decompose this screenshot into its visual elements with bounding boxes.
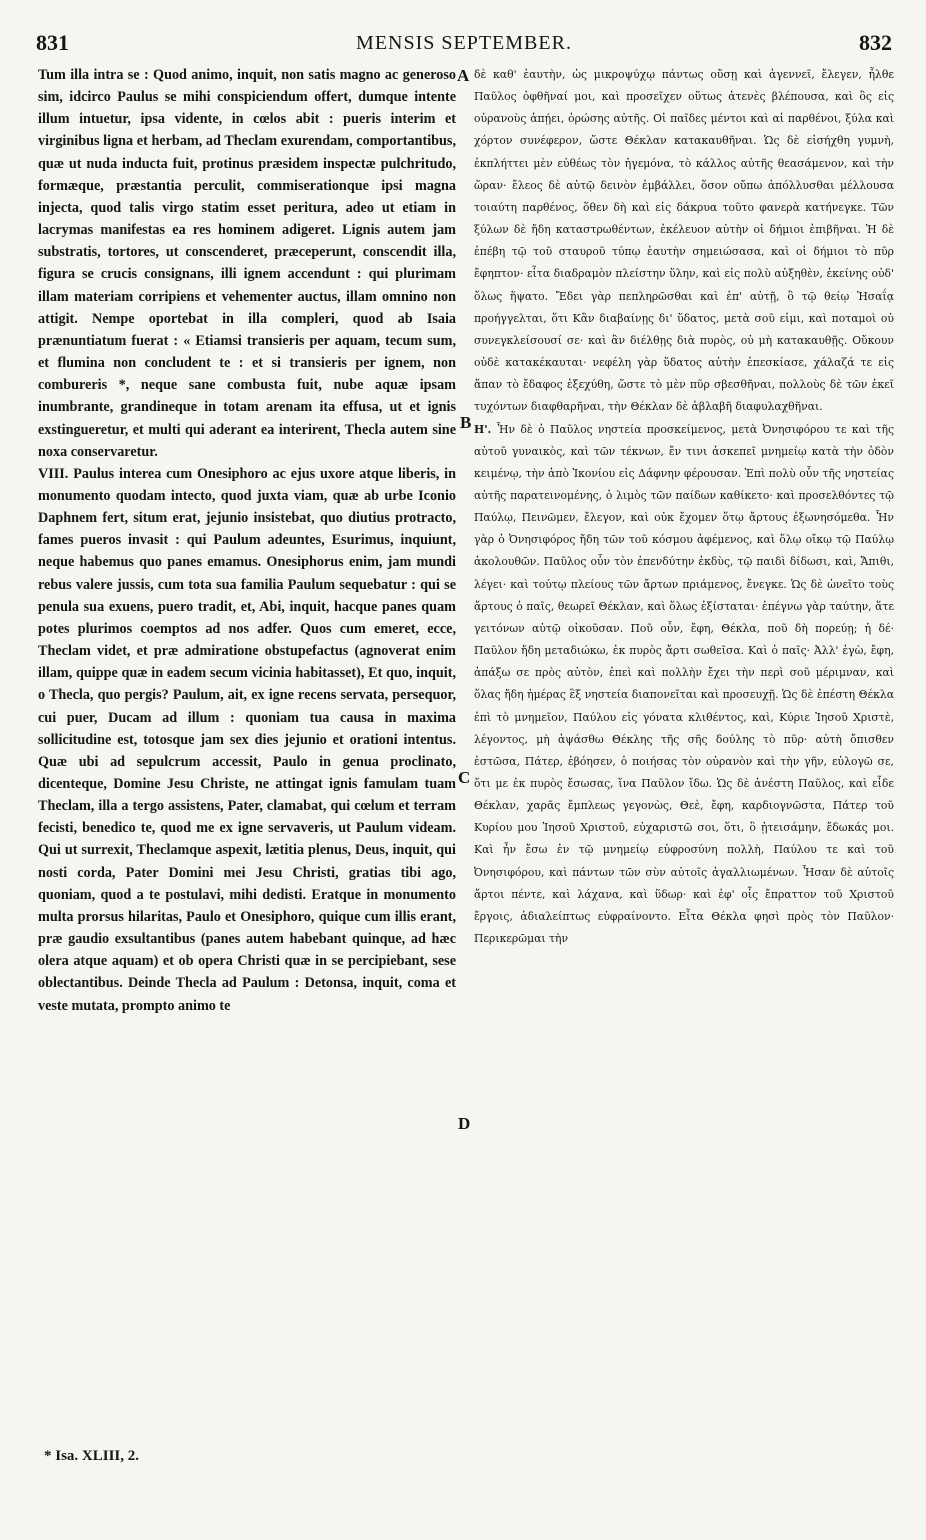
- running-title: MENSIS SEPTEMBER.: [356, 32, 572, 54]
- latin-section-number: VIII.: [38, 465, 69, 482]
- margin-marker-a: A: [457, 66, 470, 85]
- page-header: [36, 30, 892, 60]
- latin-column: [38, 64, 456, 1444]
- greek-paragraph-2-text: Ἦν δὲ ὁ Παῦλος νηστεία προσκείμενος, μετὰ Ὀνησιφόρου τε καὶ τῆς αὐτοῦ γυναικὸς, καὶ τῶν τέκνων, ἔν τινι ἀσκεπεῖ μνημείῳ κατὰ τὴν ὁδὸν κειμένῳ, τὴν ἀπὸ Ἰκονίου εἰς Δάφνην φέρουσαν. Ἐπὶ πολὺ οὖν τῆς νηστείας αὐτῆς παρατεινομένης, ὁ λιμὸς τῶν παίδων καθίκετο· καὶ προσελθόντες τῷ Παύλῳ, Πεινῶμεν, ἔλεγον, καὶ οὐκ ἔχομεν ὅτῳ ἄρτους ἐξωνησόμεθα. Ἦν γὰρ ὁ Ὀνησιφόρος ἤδη τῶν τοῦ κόσμου ἀφέμενος, καὶ ὅλῳ οἴκῳ τῷ Παύλῳ ἀκολουθῶν. Παῦλος οὖν τὸν ἐπενδύτην ἐκδὺς, τῷ παιδὶ δίδωσι, καὶ, Ἄπιθι, λέγει· καὶ τούτῳ πλείους τῶν ἄρτων πριάμενος, ἔνεγκε. Ὡς δὲ ὠνεῖτο τοὺς ἄρτους ὁ παῖς, θεωρεῖ Θέκλαν, καὶ ὅλως ἐξίσταται· ἐπέγνω γὰρ ταύτην, ἅτε γειτόνων αὐτῷ οἰκοῦσαν. Ποῦ οὖν, ἔφη, Θέκλα, ποῦ δὴ πορεύῃ; ἡ δέ· Παῦλον ἤδη μεταδιώκω, ἐκ πυρὸς ἄρτι σωθεῖσα. Καὶ ὁ παῖς· Ἀλλ' ἐγὼ, ἔφη, ἀπάξω σε πρὸς αὐτὸν, ἐπεὶ καὶ πολλὴν ἔχει τὴν περὶ σοῦ μέριμναν, καὶ ὅλας ἤδη ἡμέρας ἓξ νηστεία διαπονεῖται καὶ προσευχῇ. Ὡς δὲ ἐπέστη Θέκλα ἐπὶ τὸ μνημεῖον, Παύλου εἰς γόνατα κλιθέντος, καὶ, Κύριε Ἰησοῦ Χριστὲ, λέγοντος, μὴ ἁψάσθω Θέκλης τῆς σῆς δούλης τὸ πῦρ· αὐτὴ ὄπισθεν ἑστῶσα, Πάτερ, ἐβόησεν, ὁ ποιήσας τὸν οὐρανὸν καὶ τὴν γῆν, εὐλογῶ σε, ὅτι με ἐκ πυρὸς ἔσωσας, ἵνα Παῦλον ἴδω. Ὡς δὲ ἀνέστη Παῦλος, καὶ εἶδε Θέκλαν, χαρᾶς ἔμπλεως γεγονὼς, Θεὲ, ἔφη, καρδιογνῶστα, Πάτερ τοῦ Κυρίου μου Ἰησοῦ Χριστοῦ, εὐχαριστῶ σοι, ὅτι, ὃ ᾐτεισάμην, ἔδωκάς μοι. Καὶ ἦν ἔσω ἐν τῷ μνημείῳ εὐφροσύνη πολλὴ, Παύλου τε καὶ τοῦ Ὀνησιφόρου, καὶ πάντων τῶν σὺν αὐτοῖς ἀγαλλιωμένων. Ἦσαν δὲ αὐτοῖς ἄρτοι πέντε, καὶ λάχανα, καὶ ὕδωρ· καὶ ἐφ' οἷς ἔπραττον τοῦ Χριστοῦ ἔργοις, ἀδιαλείπτως εὐφραίνοντο. Εἶτα Θέκλα φησὶ πρὸς τὸν Παῦλον· Περικερῶμαι τὴν: [474, 422, 894, 946]
- margin-marker-c: C: [458, 768, 471, 787]
- footnote: * Isa. XLIII, 2.: [44, 1448, 140, 1464]
- margin-marker-d: D: [458, 1114, 471, 1133]
- page-number-right: 832: [859, 30, 892, 55]
- page-number-left: 831: [36, 30, 69, 55]
- latin-paragraph-1: Tum illa intra se : Quod animo, inquit, non satis magno ac generoso sim, idcirco Paulus se mihi conspiciendum offert, dumque intente illum intuetur, ipsa vidente, in cœlos abit : pueris interim et virginibus ligna et herbam, ad Theclam exurendam, comportantibus, quæ ut nuda inducta fuit, protinus præsidem inspectæ pulchritudo, formæque, præstantia perculit, commiserationque ipsi magna injecta, quod talis virgo statim esset peritura, adeo ut etiam in lacrymas manifestas ea res hominem adigeret. Lignis autem jam substratis, tortores, ut conscenderet, præceperunt, conscendit illa, figura se crucis consignans, illi ignem accendunt : qui plurimam illam materiam corripiens et vehementer auctus, illam omnino non attigit. Nempe oportebat in illa compleri, quod ab Isaia prænuntiatum fuerat : « Etiamsi transieris per aquam, tecum sum, et flumina non concludent te : et si transieris per ignem, non combureris *, neque sane combusta fuit, nube aquæ ipsam inumbrante, grandineque in totam arenam ita effusa, ut et ignis exstingueretur, et multi qui aderant ea interirent, Thecla autem sine noxa conservaretur.: [38, 67, 456, 460]
- greek-section-number: Η'.: [474, 422, 492, 436]
- latin-paragraph-2-text: Paulus interea cum Onesiphoro ac ejus uxore atque liberis, in monumento quodam intecto, quod juxta viam, quæ ab urbe Iconio Daphnem fert, situm erat, jejunio insistebat, quo diutius protracto, fames pueros invasit : qui Paulum adeuntes, Esurimus, inquiunt, neque habemus quo panes emamus. Onesiphorus enim, jam mundi rebus valere jussis, cum tota sua familia Paulum sequebatur : qui se penula sua exuens, puero tradit, et, Abi, inquit, hacque panes quam potes plurimos coemptos ad nos adfer. Quos cum emeret, ecce, Theclam videt, et præ admiratione obstupefactus (agnoverat enim illam, quippe quæ in eadem secum vicinia habitasset), Et quo, inquit, o Thecla, quo pergis? Paulum, ait, ex igne recens servata, persequor, cui puer, Ducam ad illum : quoniam tua causa in maxima sollicitudine est, totosque jam sex dies jejunio et orationi intentus. Quæ ubi ad sepulcrum accessit, Paulo in genua proclinato, dicenteque, Domine Jesu Christe, ne attingat ignis famulam tuam Theclam, illa a tergo assistens, Pater, clamabat, qui cœlum et terram fecisti, benedico te, quod me ex igne servaveris, ut Paulum videam. Qui ut surrexit, Theclamque aspexit, lætitia plenus, Deus, inquit, qui nosti corda, Pater Domini mei Jesu Christi, gratias tibi ago, quoniam, quod a te postulavi, mihi dedisti. Eratque in monumento multa prorsus hilaritas, Paulo et Onesiphoro, quique cum illis erant, præ gaudio exsultantibus (panes autem habebant quinque, ad hæc olera atque aquam) et ob opera Christi quæ in se percipiebant, sese oblectantibus. Deinde Thecla ad Paulum : Detonsa, inquit, coma et veste mutata, prompto animo te: [38, 465, 456, 1014]
- greek-column: [474, 64, 894, 1444]
- greek-paragraph-1: δὲ καθ' ἑαυτὴν, ὡς μικροψύχῳ πάντως οὔσῃ καὶ ἀγεννεῖ, ἔλεγεν, ἦλθε Παῦλος ὀφθῆναί μοι, καὶ προσεῖχεν οὕτως ἀτενὲς βλέπουσα, καὶ ὃς εἰς οὐρανοὺς ἀπῄει, ὁρώσης αὐτῆς. Οἱ παῖδες μέντοι καὶ αἱ παρθένοι, ξύλα καὶ χόρτον συνέφερον, ὥστε Θέκλαν κατακαυθῆναι. Ὡς δὲ εἰσήχθη γυμνὴ, ἐκπλήττει μὲν εὐθέως τὸν ἡγεμόνα, τὸ κάλλος αὐτῆς θεασάμενον, καὶ τὴν ὥραν· ἔλεος δὲ αὐτῷ δεινὸν ἐμβάλλει, ὅσον οὔπω ἀπόλλυσθαι μέλλουσα τοιαύτη παρθένος, ὅθεν δὴ καὶ εἰς δάκρυα τοῦτο φανερὰ κατήνεγκε. Τῶν ξύλων δὲ ἤδη καταστρωθέντων, ἐκέλευον αὐτὴν οἱ δήμιοι ἐπιβῆναι. Ἡ δὲ ἐπέβη τῷ τοῦ σταυροῦ τύπῳ ἑαυτὴν σημειώσασα, καὶ οἱ δήμιοι τὸ πῦρ ἔφηπτον· εἶτα διαδραμὸν πλείστην ὕλην, καὶ εἰς πολὺ αὐξηθὲν, ἐκείνης οὐδ' ὅλως ἥψατο. Ἔδει γὰρ πεπληρῶσθαι καὶ ἐπ' αὐτῇ, ὃ τῷ θείῳ Ἡσαΐᾳ προήγγελται, ὅτι Κἂν διαβαίνῃς δι' ὕδατος, μετὰ σοῦ εἰμι, καὶ ποταμοὶ οὐ συνεγκλείσουσί σε· καὶ ἂν διέλθῃς διὰ πυρὸς, οὐ μὴ κατακαυθῇς. Οὔκουν οὐδὲ κατακέκαυται· νεφέλη γὰρ ὕδατος αὐτὴν ἐπεσκίασε, χάλαζά τε εἰς ἅπαν τὸ ἔδαφος ἐξεχύθη, ὥστε τὸ μὲν πῦρ σβεσθῆναι, πολλοὺς δὲ τῶν ἐκεῖ τυχόντων διαφθαρῆναι, τὴν Θέκλαν δὲ ἀβλαβῆ διαφυλαχθῆναι.: [474, 68, 894, 414]
- latin-paragraph-2: [38, 463, 456, 1017]
- greek-paragraph-2: [474, 419, 894, 951]
- margin-marker-b: B: [460, 413, 472, 432]
